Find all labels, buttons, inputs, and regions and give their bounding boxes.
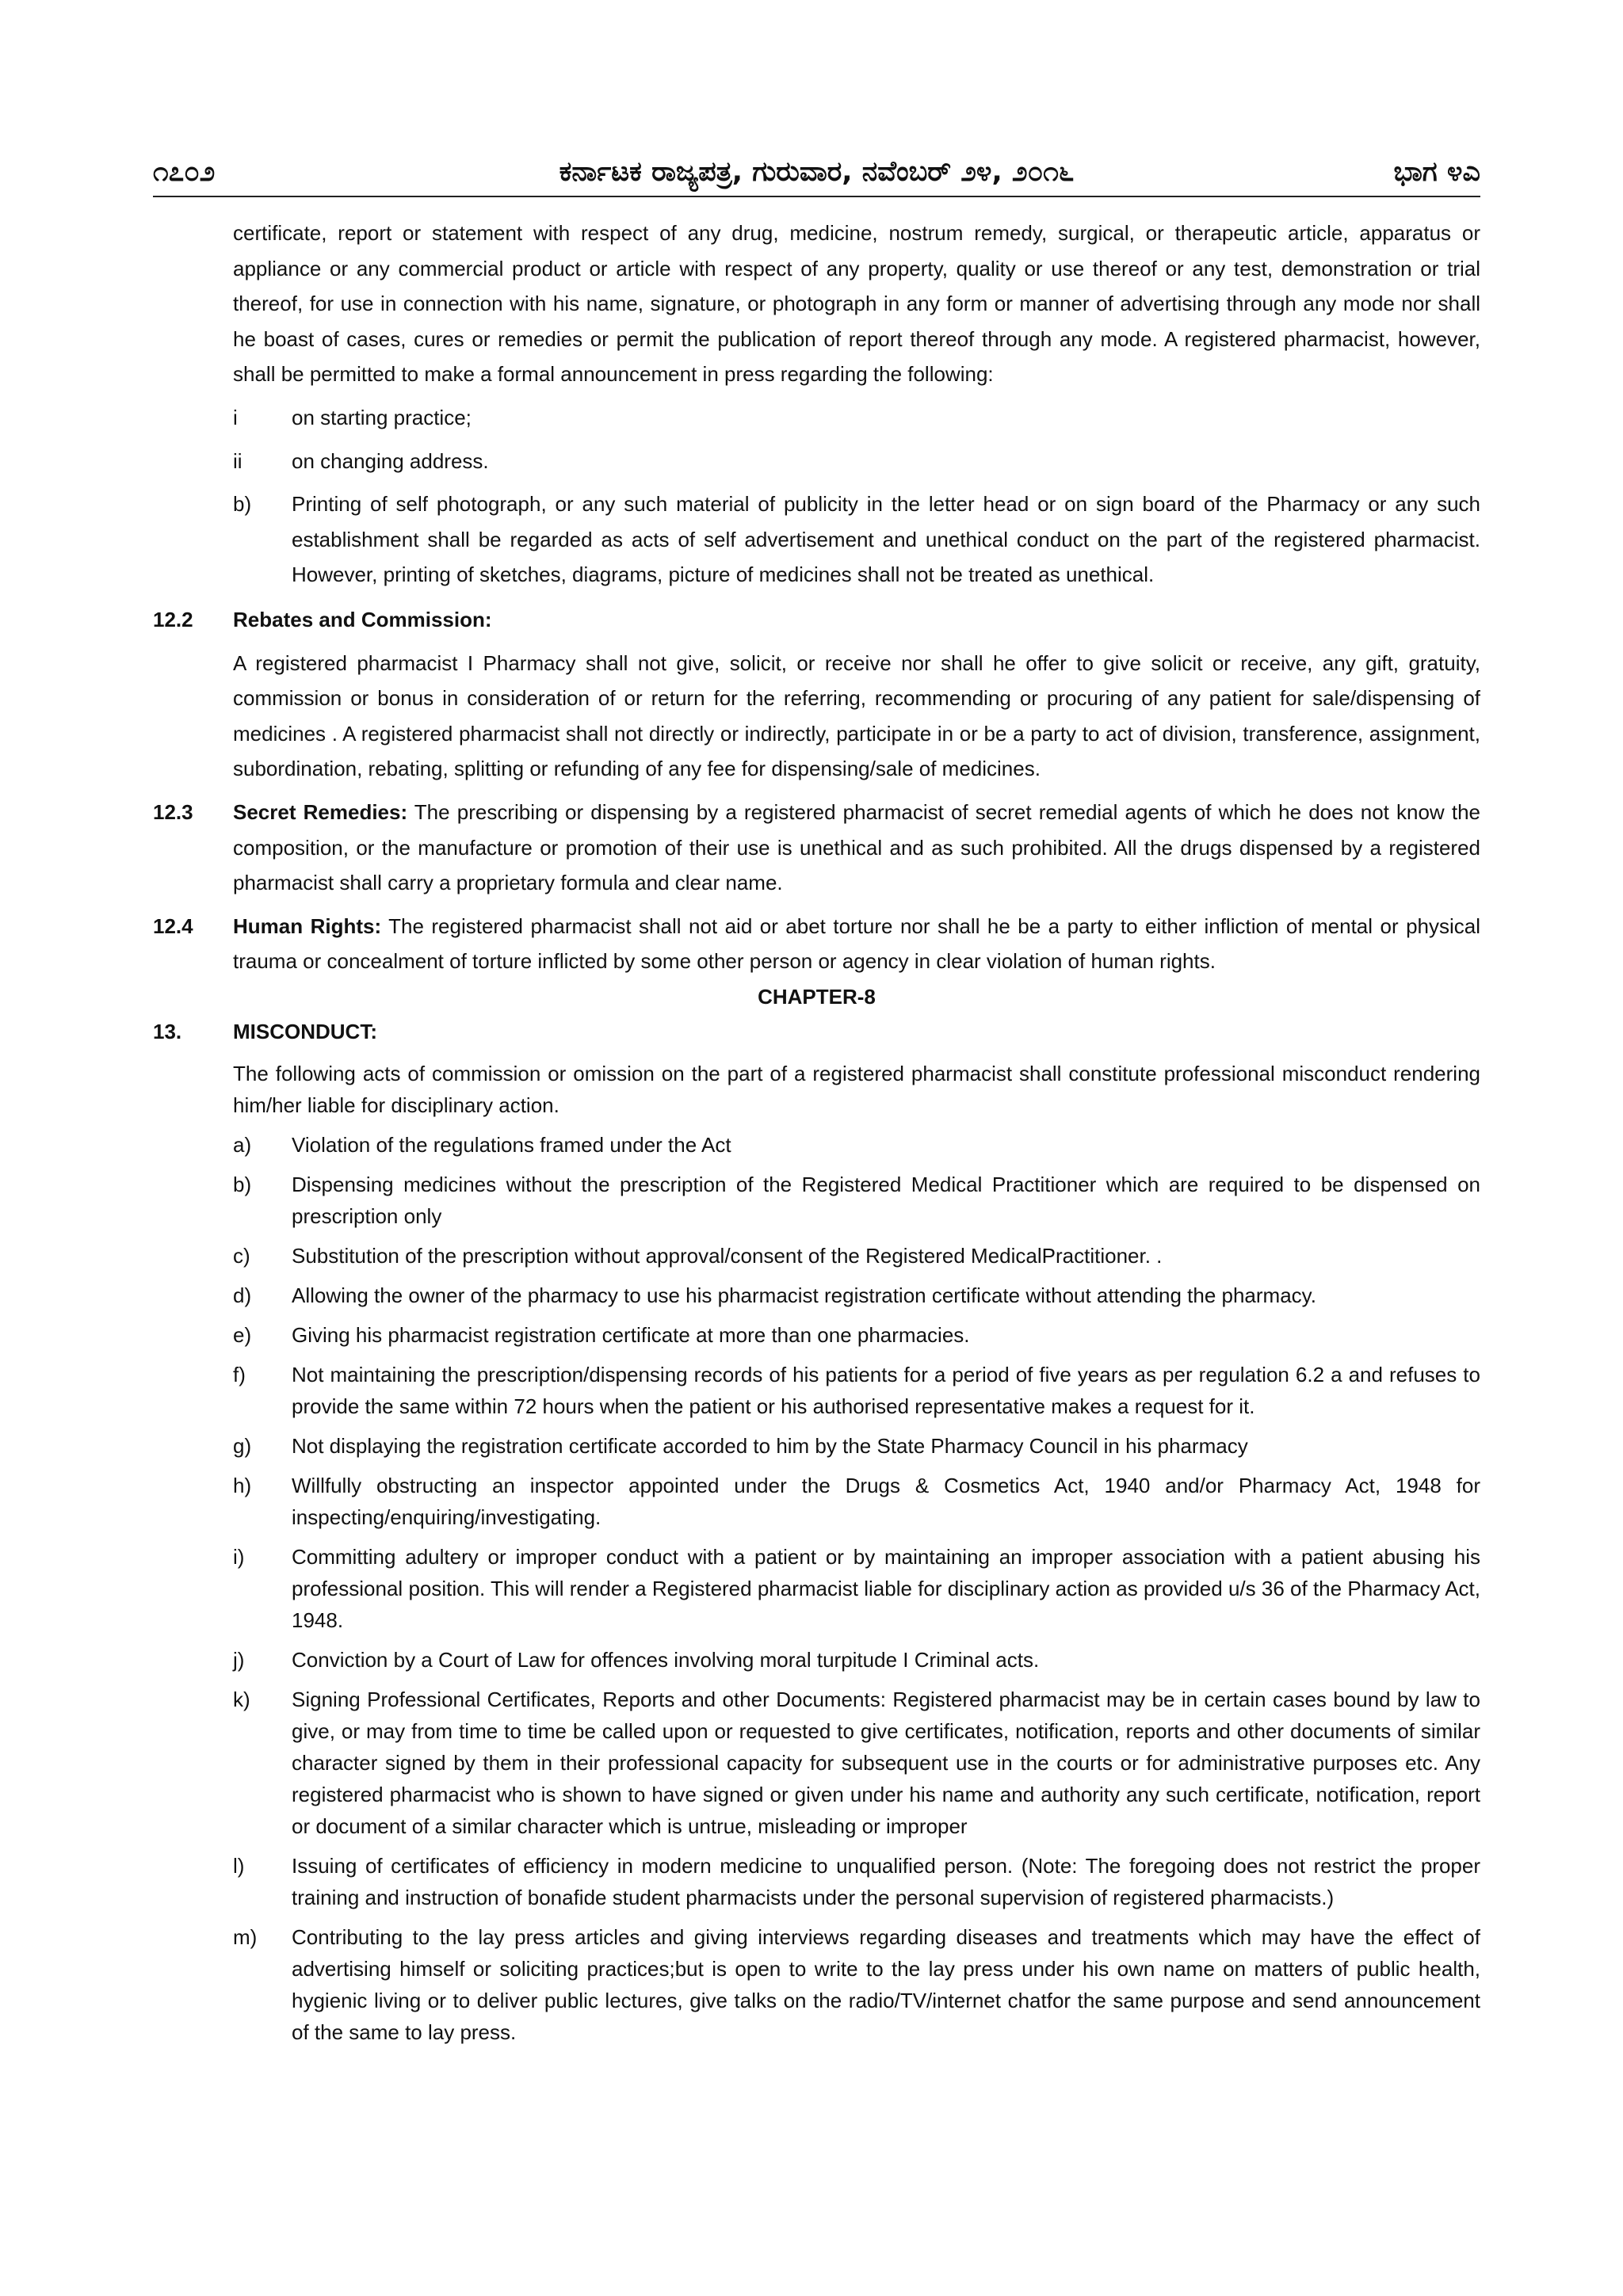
- item-label: a): [233, 1133, 252, 1158]
- chapter-title: CHAPTER-8: [758, 984, 876, 1009]
- list-item: [233, 1359, 1480, 1422]
- section-13-intro: The following acts of commission or omission on the part of a registered pharmacist shall constitute professional misconduct rendering him/her liable for disciplinary action.: [233, 1062, 1480, 1118]
- item-text: Committing adultery or improper conduct with a patient or by maintaining an improper association with a patient abusing his professional position. This will render a Registered pharmacist liable for disciplinary action as provided u/s 36 of the Pharmacy Act, 1948.: [292, 1545, 1480, 1633]
- item-text: Dispensing medicines without the prescription of the Registered Medical Practitioner which are required to be dispensed on prescription only: [292, 1173, 1480, 1229]
- section-12-2-heading: [153, 602, 1480, 638]
- list-item: [233, 1129, 1480, 1161]
- list-item: [233, 1921, 1480, 2048]
- list-item: [233, 1319, 1480, 1351]
- gazette-part: ಭಾಗ ೪ಎ: [1393, 156, 1480, 188]
- item-label: d): [233, 1283, 252, 1308]
- section-heading: MISCONDUCT:: [233, 1020, 377, 1044]
- item-label: j): [233, 1648, 245, 1672]
- item-label: ii: [233, 448, 242, 473]
- section-12-4: [153, 909, 1480, 979]
- item-label: b): [233, 1173, 252, 1197]
- item-text: Willfully obstructing an inspector appointed under the Drugs & Cosmetics Act, 1940 and/or Pharmacy Act, 1948 for inspecting/enquiring/investigating.: [292, 1474, 1480, 1530]
- item-text: Not maintaining the prescription/dispensing records of his patients for a period of five years as per regulation 6.2 a and refuses to provide the same within 72 hours when the patient or his authorised representative makes a request for it.: [292, 1363, 1480, 1419]
- item-text: Substitution of the prescription without approval/consent of the Registered MedicalPractitioner. .: [292, 1244, 1163, 1268]
- section-number: 12.2: [153, 607, 193, 631]
- list-item: [233, 1430, 1480, 1462]
- list-item: [233, 1280, 1480, 1311]
- list-item: [233, 1240, 1480, 1272]
- list-item: [233, 1541, 1480, 1636]
- item-label: c): [233, 1244, 250, 1268]
- item-label: i: [233, 405, 238, 429]
- section-12-2-text: A registered pharmacist I Pharmacy shall not give, solicit, or receive nor shall he offer to give solicit or receive, any gift, gratuity, commission or bonus in consideration of or return for the referring, recommending or procuring of any patient for sale/dispensing of medicines . A registered pharmacist shall not directly or indirectly, participate in or be a party to act of division, transference, assignment, subordination, rebating, splitting or refunding of any fee for dispensing/sale of medicines.: [233, 650, 1480, 781]
- intro-paragraph: certificate, report or statement with respect of any drug, medicine, nostrum remedy, surgical, or therapeutic article, apparatus or appliance or any commercial product or article with respect of any property, quality or use thereof or any test, demonstration or trial thereof, for use in connection with his name, signature, or photograph in any form or manner of advertising through any mode nor shall he boast of cases, cures or remedies or permit the publication of report thereof through any mode. A registered pharmacist, however, shall be permitted to make a formal announcement in press regarding the following:: [233, 221, 1480, 387]
- item-label: l): [233, 1854, 245, 1878]
- document-body: [153, 215, 1480, 2048]
- item-label: b): [233, 492, 252, 517]
- gazette-header: [153, 153, 1480, 197]
- item-text: Printing of self photograph, or any such material of publicity in the letter head or on sign board of the Pharmacy or any such establishment shall be regarded as acts of self advertisement and unethical conduct on the part of the registered pharmacist. However, printing of sketches, diagrams, picture of medicines shall not be treated as unethical.: [292, 492, 1480, 587]
- item-text: Violation of the regulations framed under the Act: [292, 1133, 731, 1158]
- list-item: [233, 1850, 1480, 1913]
- item-label: f): [233, 1363, 246, 1387]
- list-item: [233, 486, 1480, 593]
- section-text: The registered pharmacist shall not aid or abet torture nor shall he be a party to either infliction of mental or physical trauma or concealment of torture inflicted by some other person or agency in clear violation of human rights.: [233, 913, 1481, 974]
- item-text: Issuing of certificates of efficiency in modern medicine to unqualified person. (Note: The foregoing does not restrict the proper training and instruction of bonafide student pharmacists under the personal supervision of registered pharmacists.): [292, 1854, 1480, 1910]
- section-heading: Rebates and Commission:: [233, 607, 492, 631]
- section-number: 13.: [153, 1020, 182, 1044]
- list-item: [233, 1684, 1480, 1842]
- list-item: [233, 1644, 1480, 1676]
- section-13-heading: [153, 1014, 1480, 1050]
- item-text: on starting practice;: [292, 405, 472, 429]
- section-number: 12.4: [153, 913, 193, 938]
- gazette-title: ಕರ್ನಾಟಕ ರಾಜ್ಯಪತ್ರ, ಗುರುವಾರ, ನವೆಂಬರ್ ೨೪, ೨೦೧೬: [559, 156, 1075, 188]
- page-number: ೧೭೦೨: [153, 156, 216, 188]
- section-heading: Secret Remedies:: [233, 799, 408, 824]
- list-item: [233, 444, 1480, 479]
- list-item: [233, 1470, 1480, 1533]
- item-text: Contributing to the lay press articles and giving interviews regarding diseases and treatments which may have the effect of advertising himself or soliciting practices;but is open to write to the lay press under his own name on matters of public health, hygienic living or to deliver public lectures, give talks on the radio/TV/internet chatfor the same purpose and send announcement of the same to lay press.: [292, 1925, 1480, 2045]
- section-heading: Human Rights:: [233, 913, 382, 938]
- item-text: Allowing the owner of the pharmacy to use his pharmacist registration certificate without attending the pharmacy.: [292, 1283, 1316, 1308]
- item-text: Not displaying the registration certificate accorded to him by the State Pharmacy Council in his pharmacy: [292, 1434, 1248, 1459]
- section-number: 12.3: [153, 799, 193, 824]
- item-text: on changing address.: [292, 448, 489, 473]
- item-text: Giving his pharmacist registration certificate at more than one pharmacies.: [292, 1323, 970, 1348]
- section-body: [233, 795, 1480, 901]
- section-12-3: [153, 795, 1480, 901]
- section-text: The prescribing or dispensing by a registered pharmacist of secret remedial agents of which he does not know the composition, or the manufacture or promotion of their use is unethical and as such prohibited. All the drugs dispensed by a registered pharmacist shall carry a proprietary formula and clear name.: [233, 799, 1480, 895]
- section-body: [233, 909, 1480, 979]
- list-item: [233, 400, 1480, 436]
- item-label: g): [233, 1434, 252, 1459]
- item-label: e): [233, 1323, 252, 1348]
- item-text: Signing Professional Certificates, Reports and other Documents: Registered pharmacist may be in certain cases bound by law to give, or may from time to time be called upon or requested to give certificates, notification, reports and other documents of similar character signed by them in their professional capacity for subsequent use in the courts or for administrative purposes etc. Any registered pharmacist who is shown to have signed or given under his name and authority any such certificate, notification, report or document of a similar character which is untrue, misleading or improper: [292, 1688, 1480, 1839]
- item-text: Conviction by a Court of Law for offences involving moral turpitude I Criminal acts.: [292, 1648, 1040, 1672]
- item-label: m): [233, 1925, 258, 1950]
- item-label: h): [233, 1474, 252, 1498]
- item-label: k): [233, 1688, 250, 1712]
- list-item: [233, 1169, 1480, 1232]
- item-label: i): [233, 1545, 245, 1569]
